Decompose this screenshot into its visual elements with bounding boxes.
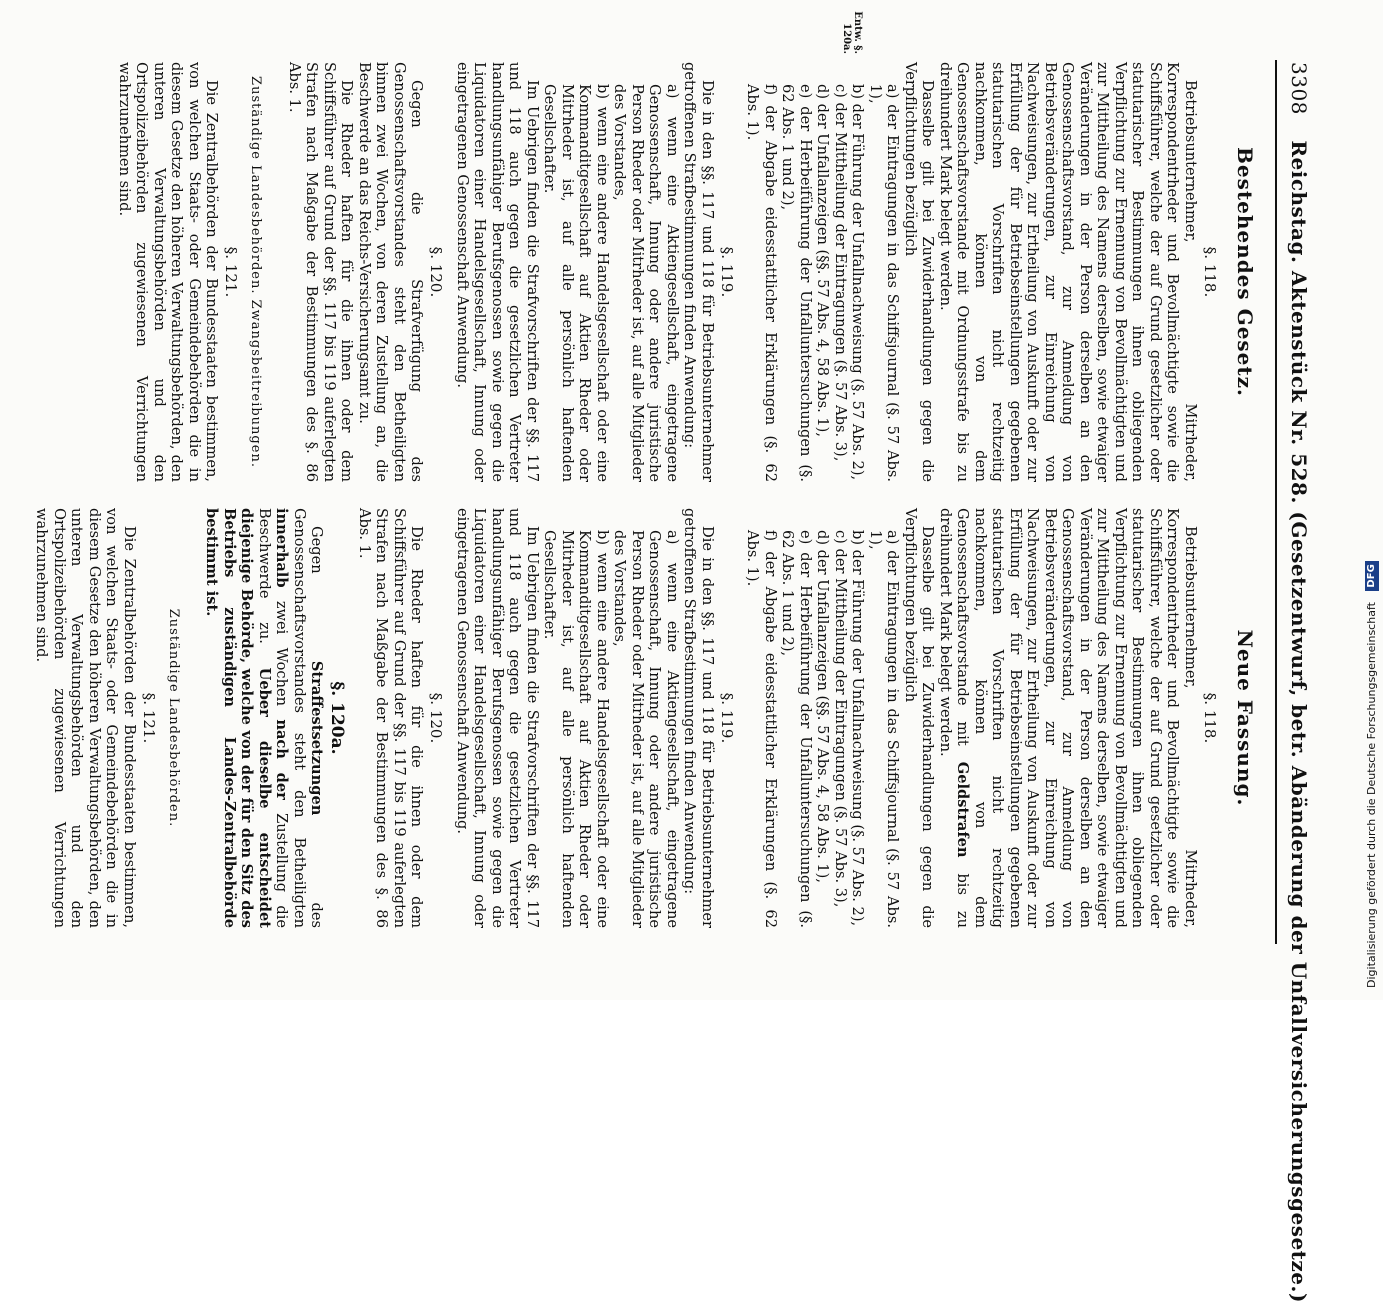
emphasized-text: innerhalb <box>273 508 291 588</box>
section-number: §. 121. <box>140 692 158 744</box>
section-number: §. 121. <box>222 246 241 298</box>
paragraph: Die Rheder haften für die ihnen oder dem Schiffsführer auf Grund der §§. 117 bis 119 auferlegten Strafen nach Maßgabe der Bestimmungen des §. 86 Abs. 1. <box>286 62 356 482</box>
emphasized-text: nach der <box>273 719 291 800</box>
column-existing-law <box>61 62 1271 482</box>
page-header <box>1271 62 1311 1303</box>
paragraph: a) wenn eine Aktiengesellschaft, eingetragene Genossenschaft, Innung oder andere juristische Person Rheder oder Mitrheder ist, auf alle Mitglieder des Vorstandes, <box>611 530 681 928</box>
text-run: Gegen <box>308 526 326 574</box>
paragraph: Betriebsunternehmer, Mitrheder, Korrespondentrheder und Bevollmächtigte sowie die Schiffsführer, welche der auf Grund gesetzlicher oder statutarischer Bestimmungen ihnen obliegenden Verpflichtung zur Ernennung von Bevollmächtigten und zur Mittheilung des Namens derselben, sowie etwaiger Veränderungen in der Person derselben an den Genossenschaftsvorstand, zur Anmeldung von Betriebsveränderungen, zur Einreichung von Nachweisungen, zur Ertheilung von Auskunft oder zur Erfüllung der für Betriebseinstellungen gegebenen statutarischen Vorschriften nicht rechtzeitig nachkommen, können von dem Genossenschaftsvorstande mit Ordnungsstrafe bis zu dreihundert Mark belegt werden. <box>937 62 1199 482</box>
margin-note: Entw. §. 120a. <box>841 11 863 54</box>
paragraph: b) wenn eine andere Handelsgesellschaft oder eine Kommanditgesellschaft auf Aktien Rheder oder Mitrheder ist, auf alle persönlich haftenden Gesellschafter. <box>541 84 611 482</box>
section-number: §. 120. <box>427 692 446 744</box>
subheading: Zuständige Landesbehörden. Zwangsbeitreibungen. <box>248 76 264 468</box>
paragraph: Dasselbe gilt bei Zuwiderhandlungen gegen die Verpflichtungen bezüglich <box>902 508 937 928</box>
section-number: §. 119. <box>718 246 736 298</box>
text-run: Betriebsunternehmer, Mitrheder, Korrespondentrheder und Bevollmächtigte sowie die Schiffsführer, welche der auf Grund gesetzlicher oder statutarischer Bestimmungen ihnen obliegenden Verpflichtung zur Ernennung von Bevollmächtigten und zur Mittheilung des Namens derselben, sowie etwaiger Veränderungen in der Person derselben an den Genossenschaftsvorstand, zur Anmeldung von Betriebsveränderungen, zur Einreichung von Nachweisungen, zur Ertheilung von Auskunft oder zur Erfüllung der für Betriebseinstellungen gegebenen statutarischen Vorschriften nicht rechtzeitig nachkommen, können von dem Genossenschaftsvorstande mit <box>954 508 1199 928</box>
list-item: f) der Abgabe eidesstattlicher Erklärungen (§. 62 Abs. 1). <box>744 84 779 482</box>
emphasized-text: Geldstrafen <box>954 761 972 858</box>
list-item: a) der Eintragungen in das Schiffsjournal (§. 57 Abs. 1), <box>867 84 902 482</box>
list-item: d) der Unfallanzeigen (§§. 57 Abs. 4, 58 Abs. 1), <box>814 84 832 437</box>
list-item: c) der Mittheilung der Eintragungen (§. 57 Abs. 3), <box>832 84 849 462</box>
paragraph: Im Uebrigen finden die Strafvorschriften der §§. 117 und 118 auch gegen die gesetzlichen Vertreter handlungsunfähiger Berufsgenossen sowie gegen die Liquidatoren einer Handelsgesellschaft, Innung oder eingetragenen Genossenschaft Anwendung. <box>454 62 541 482</box>
section-number: §. 120. <box>427 246 446 298</box>
text-run: zwei Wochen <box>273 600 291 707</box>
column-title-existing: Bestehendes Gesetz. <box>1233 147 1257 397</box>
paragraph: Dasselbe gilt bei Zuwiderhandlungen gegen die Verpflichtungen bezüglich <box>902 62 937 482</box>
list-item: b) der Führung der Unfallnachweisung (§. 57 Abs. 2), <box>849 84 867 481</box>
paragraph: Die in den §§. 117 und 118 für Betriebsunternehmer getroffenen Strafbestimmungen finden Anwendung: <box>681 508 716 928</box>
paragraph: b) wenn eine andere Handelsgesellschaft oder eine Kommanditgesellschaft auf Aktien Rheder oder Mitrheder ist, auf alle persönlich haftenden Gesellschafter. <box>541 530 611 928</box>
paragraph <box>203 508 326 928</box>
paragraph: Die Rheder haften für die ihnen oder dem Schiffsführer auf Grund der §§. 117 bis 119 auferlegten Strafen nach Maßgabe der Bestimmungen des §. 86 Abs. 1. <box>356 508 426 928</box>
list-item: c) der Mittheilung der Eintragungen (§. 57 Abs. 3), <box>832 530 849 908</box>
paragraph: Die Zentralbehörden der Bundesstaaten bestimmen, von welchen Staats- oder Gemeindebehörden die in diesem Gesetze den höheren Verwaltungsbehörden, den unteren Verwaltungsbehörden und den Ortspolizeibehörden zugewiesenen Verrichtungen wahrzunehmen sind. <box>33 508 138 928</box>
section-number: §. 120a. <box>327 681 348 755</box>
enumeration-list <box>744 62 902 482</box>
paragraph: Gegen die Strafverfügung des Genossenschaftsvorstandes steht den Betheiligten binnen zwei Wochen, von deren Zustellung an, die Beschwerde an das Reichs-Versicherungsamt zu. <box>356 62 426 482</box>
page-number: 3308 <box>1287 62 1311 115</box>
emphasized-text: Straffestsetzungen <box>308 660 326 816</box>
paragraph: Die in den §§. 117 und 118 für Betriebsunternehmer getroffenen Strafbestimmungen finden Anwendung: <box>681 62 716 482</box>
credit-text: Digitalisierung gefördert durch die Deutsche Forschungsgemeinschaft <box>1365 602 1378 988</box>
paragraph: Im Uebrigen finden die Strafvorschriften der §§. 117 und 118 auch gegen die gesetzlichen Vertreter handlungsunfähiger Berufsgenossen sowie gegen die Liquidatoren einer Handelsgesellschaft, Innung oder eingetragenen Genossenschaft Anwendung. <box>454 508 541 928</box>
list-item: a) der Eintragungen in das Schiffsjournal (§. 57 Abs. 1), <box>867 530 902 928</box>
paragraph: a) wenn eine Aktiengesellschaft, eingetragene Genossenschaft, Innung oder andere juristische Person Rheder oder Mitrheder ist, auf alle Mitglieder des Vorstandes, <box>611 84 681 482</box>
list-item: f) der Abgabe eidesstattlicher Erklärungen (§. 62 Abs. 1). <box>744 530 779 928</box>
subheading: Zuständige Landesbehörden. <box>166 608 181 828</box>
text-run: des Genossenschaftsvorstandes steht den Betheiligten <box>291 508 326 928</box>
section-number: §. 118. <box>1201 246 1219 298</box>
header-rule <box>1275 60 1277 944</box>
list-item: d) der Unfallanzeigen (§§. 57 Abs. 4, 58 Abs. 1), <box>814 530 832 883</box>
list-item: b) der Führung der Unfallnachweisung (§. 57 Abs. 2), <box>849 530 867 927</box>
enumeration-list <box>744 508 902 928</box>
section-number: §. 118. <box>1201 692 1219 744</box>
column-title-new: Neue Fassung. <box>1233 629 1257 807</box>
column-new-version <box>33 508 1271 929</box>
list-item: e) der Herbeiführung der Unfalluntersuchungen (§. 62 Abs. 1 und 2), <box>779 84 814 482</box>
dfg-logo: DFG <box>1365 561 1379 590</box>
section-number: §. 119. <box>718 692 736 744</box>
header-title: Reichstag. Aktenstück Nr. 528. (Gesetzentwurf, betr. Abänderung der Unfallversicherungsgesetze.) <box>1287 140 1311 1303</box>
paragraph <box>937 508 1200 928</box>
text-run: Zustellung die Beschwerde zu. <box>256 508 291 929</box>
list-item: e) der Herbeiführung der Unfalluntersuchungen (§. 62 Abs. 1 und 2), <box>779 530 814 928</box>
text-run: bis zu dreihundert Mark belegt werden. <box>937 508 972 929</box>
digitization-credit <box>1362 0 1382 1000</box>
paragraph: Die Zentralbehörden der Bundesstaaten bestimmen, von welchen Staats- oder Gemeindebehörden die in diesem Gesetze den höheren Verwaltungsbehörden, den unteren Verwaltungsbehörden und den Ortspolizeibehörden zugewiesenen Verrichtungen wahrzunehmen sind. <box>116 62 221 482</box>
emphasized-text: Ueber dieselbe entscheidet diejenige Behörde, welche von der für den Sitz des Betriebs zuständigen Landes-Zentralbehörde bestimmt ist. <box>203 508 273 929</box>
